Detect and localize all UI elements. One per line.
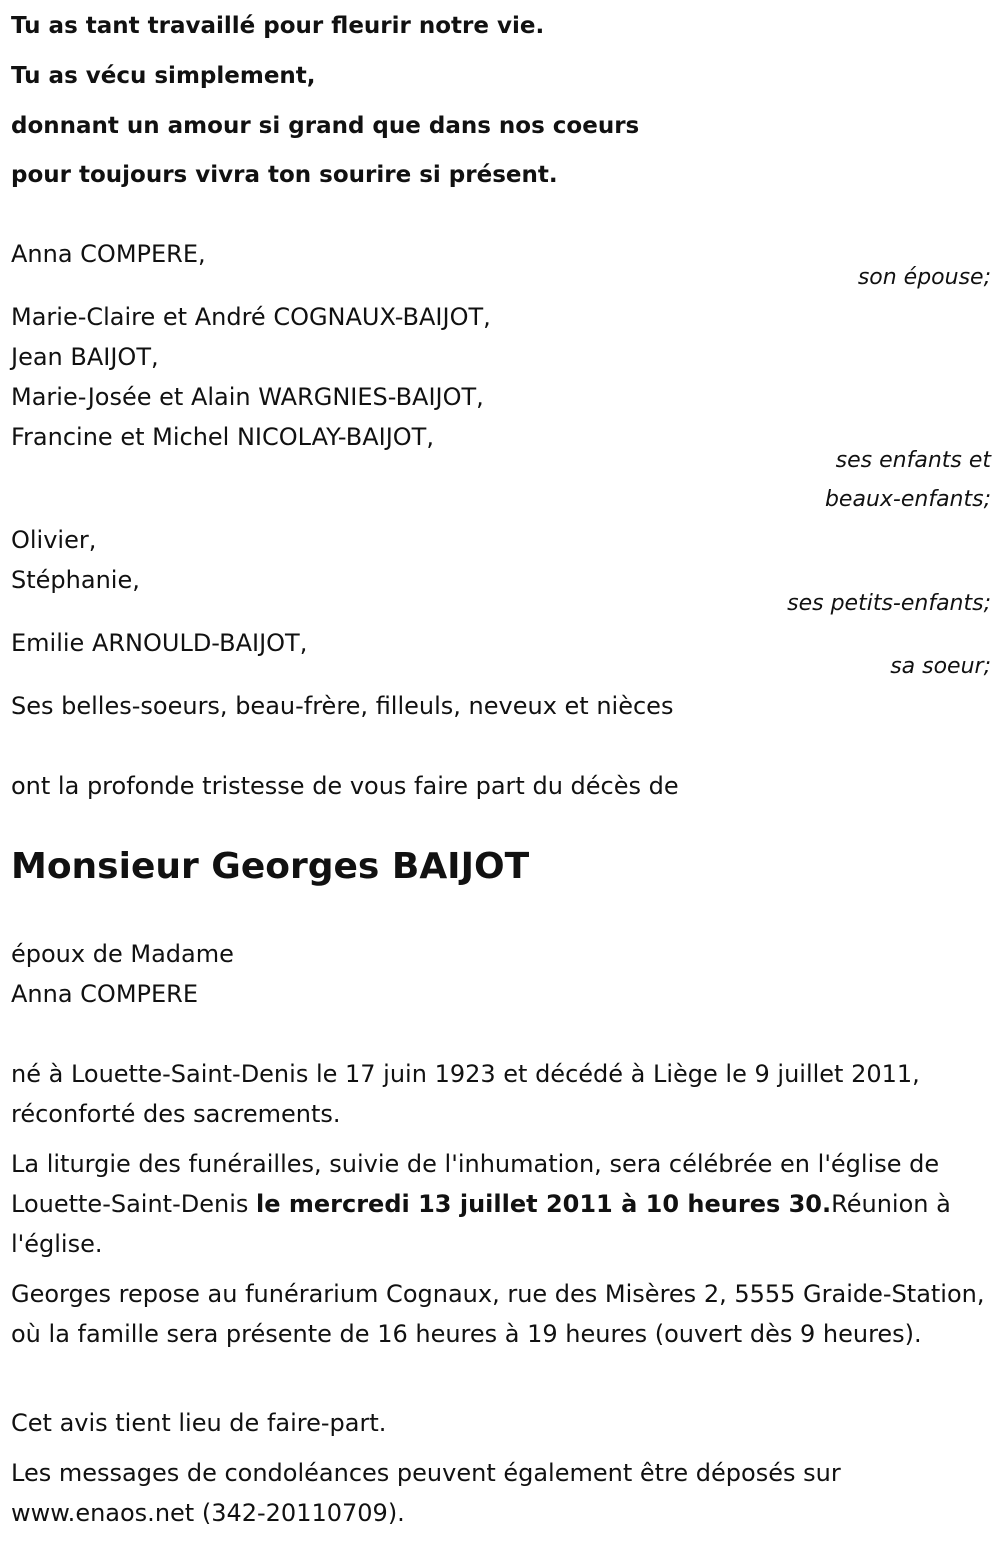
grandchild-2: Stéphanie,	[11, 566, 140, 594]
spouse-name: Anna COMPERE,	[11, 240, 206, 268]
grandchildren-relation: ses petits-enfants;	[787, 591, 991, 616]
spouse-of-line-2: Anna COMPERE	[11, 980, 199, 1008]
child-4: Francine et Michel NICOLAY-BAIJOT,	[11, 423, 434, 451]
announcement: ont la profonde tristesse de vous faire part du décès de	[11, 772, 679, 800]
poem-line-4: pour toujours vivra ton sourire si présent.	[11, 162, 558, 188]
spouse-relation: son épouse;	[857, 265, 991, 290]
sister-relation: sa soeur;	[890, 654, 991, 679]
sister-name: Emilie ARNOULD-BAIJOT,	[11, 629, 308, 657]
child-2: Jean BAIJOT,	[11, 343, 159, 371]
liturgy-date: le mercredi 13 juillet 2011 à 10 heures 30.	[256, 1190, 832, 1218]
child-3: Marie-Josée et Alain WARGNIES-BAIJOT,	[11, 383, 484, 411]
liturgy-meeting: Réunion à l'église.	[11, 1190, 951, 1258]
child-1: Marie-Claire et André COGNAUX-BAIJOT,	[11, 303, 491, 331]
other-relatives: Ses belles-soeurs, beau-frère, filleuls, neveux et nièces	[11, 692, 674, 720]
deceased-name: Monsieur Georges BAIJOT	[11, 846, 530, 887]
condolences-paragraph: Les messages de condoléances peuvent également être déposés sur www.enaos.net (342-20110709).	[11, 1459, 841, 1527]
birth-death-paragraph: né à Louette-Saint-Denis le 17 juin 1923 et décédé à Liège le 9 juillet 2011, réconforté des sacrements.	[11, 1060, 920, 1128]
poem-line-2: Tu as vécu simplement,	[11, 63, 316, 89]
spouse-of-line-1: époux de Madame	[11, 940, 234, 968]
poem-line-1: Tu as tant travaillé pour fleurir notre vie.	[11, 13, 545, 39]
repose-paragraph: Georges repose au funérarium Cognaux, rue des Misères 2, 5555 Graide-Station, où la famille sera présente de 16 heures à 19 heures (ouvert dès 9 heures).	[11, 1280, 985, 1348]
liturgy-intro: La liturgie des funérailles, suivie de l'inhumation, sera célébrée en l'église de Louette-Saint-Denis	[11, 1150, 940, 1218]
notice-paragraph: Cet avis tient lieu de faire-part.	[11, 1409, 387, 1437]
children-relation-line-1: ses enfants et	[835, 448, 991, 473]
grandchild-1: Olivier,	[11, 526, 97, 554]
poem-line-3: donnant un amour si grand que dans nos coeurs	[11, 113, 640, 139]
liturgy-paragraph	[11, 1144, 991, 1264]
children-relation-line-2: beaux-enfants;	[824, 487, 991, 512]
